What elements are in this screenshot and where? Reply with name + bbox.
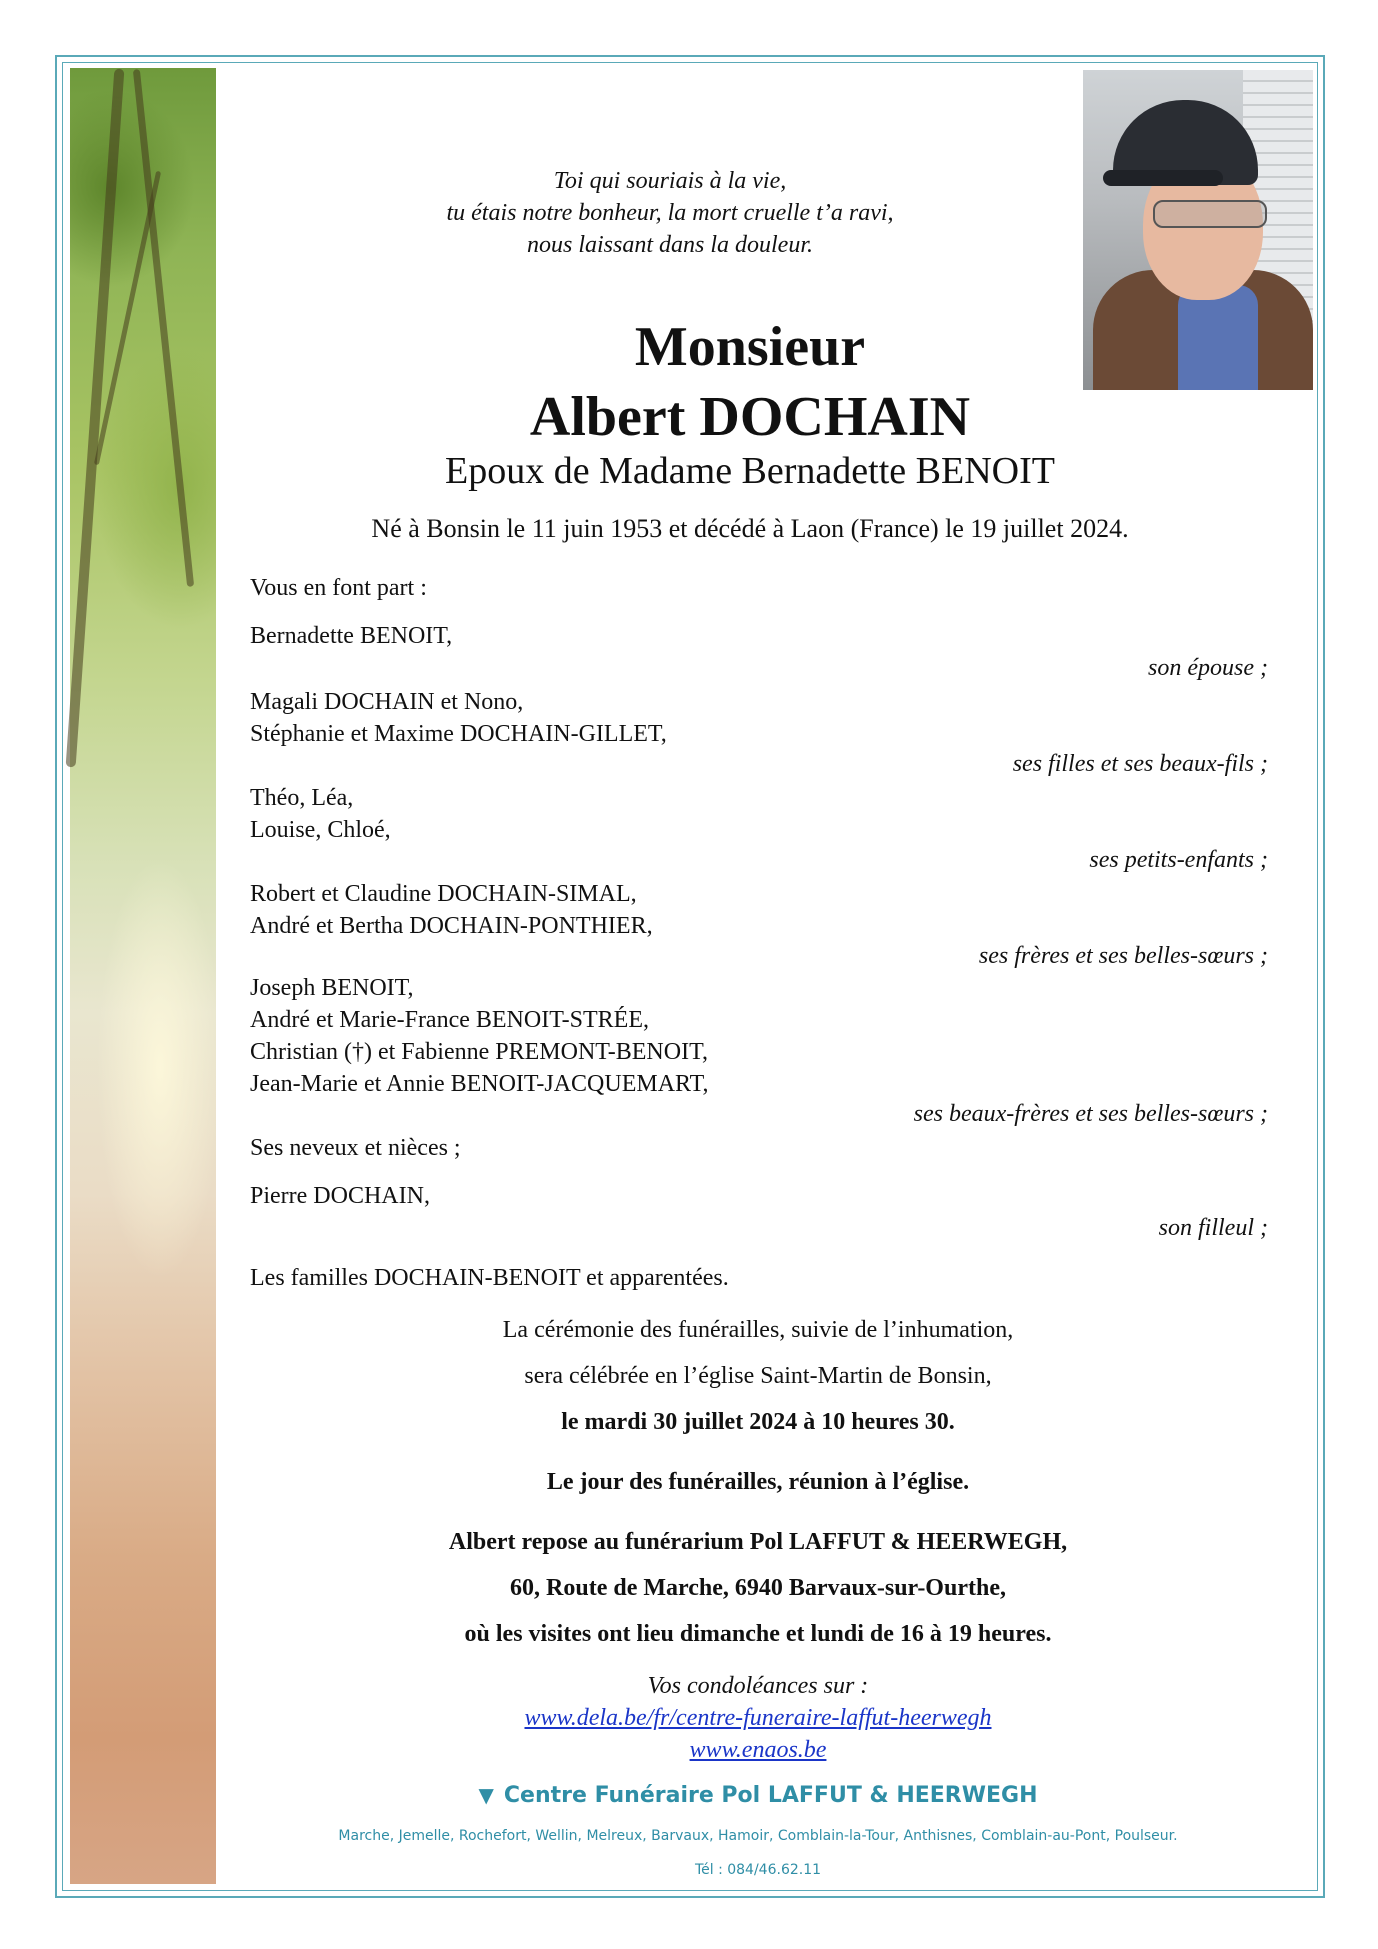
- family-member: Joseph BENOIT,: [250, 975, 414, 1001]
- poem-line: nous laissant dans la douleur.: [526, 232, 814, 258]
- family-names: [250, 1132, 461, 1164]
- family-member: Christian (†) et Fabienne PREMONT-BENOIT,: [250, 1039, 708, 1065]
- intro-text: Vous en font part :: [250, 575, 427, 601]
- footer-locations: Marche, Jemelle, Rochefort, Wellin, Melreux, Barvaux, Hamoir, Comblain-la-Tour, Anthisnes, Comblain-au-Pont, Poulseur.: [338, 1828, 1178, 1844]
- family-names: [250, 1262, 729, 1294]
- family-member: Jean-Marie et Annie BENOIT-JACQUEMART,: [250, 1071, 709, 1097]
- ceremony-line: sera célébrée en l’église Saint-Martin de Bonsin,: [524, 1363, 992, 1389]
- family-names: [250, 620, 452, 652]
- family-member: André et Bertha DOCHAIN-PONTHIER,: [250, 913, 653, 939]
- family-member: Louise, Chloé,: [250, 817, 391, 843]
- ceremony-date: le mardi 30 juillet 2024 à 10 heures 30.: [561, 1409, 955, 1435]
- family-names: [250, 1180, 430, 1212]
- poem-line: tu étais notre bonheur, la mort cruelle t’a ravi,: [446, 200, 894, 226]
- poem-line: Toi qui souriais à la vie,: [553, 168, 787, 194]
- family-member: Bernadette BENOIT,: [250, 623, 453, 649]
- funerarium-address: 60, Route de Marche, 6940 Barvaux-sur-Ourthe,: [510, 1575, 1006, 1601]
- triangle-down-icon: ▼: [478, 1783, 494, 1807]
- footer-company: [250, 1783, 1266, 1808]
- family-member: Robert et Claudine DOCHAIN-SIMAL,: [250, 881, 637, 907]
- footer-company-name: Centre Funéraire Pol LAFFUT & HEERWEGH: [503, 1783, 1038, 1808]
- family-names: [250, 878, 653, 942]
- relation-label: ses filles et ses beaux-fils ;: [1012, 751, 1268, 777]
- honorific: Monsieur: [634, 316, 866, 378]
- funerarium-line: Albert repose au funérarium Pol LAFFUT & HEERWEGH,: [448, 1529, 1068, 1555]
- relation-label: son épouse ;: [1148, 655, 1268, 681]
- relation-label: ses frères et ses belles-sœurs ;: [978, 943, 1268, 969]
- spouse-line: Epoux de Madame Bernadette BENOIT: [445, 450, 1055, 492]
- relation-label: ses petits-enfants ;: [1089, 847, 1268, 873]
- deceased-name: Albert DOCHAIN: [529, 386, 971, 448]
- birth-death-dates: Né à Bonsin le 11 juin 1953 et décédé à Laon (France) le 19 juillet 2024.: [371, 514, 1129, 543]
- family-member: André et Marie-France BENOIT-STRÉE,: [250, 1007, 649, 1033]
- family-names: [250, 782, 391, 846]
- forest-path-image: [70, 68, 216, 1884]
- relation-label: son filleul ;: [1158, 1215, 1268, 1241]
- condolences-label: Vos condoléances sur :: [647, 1673, 869, 1699]
- family-member: Stéphanie et Maxime DOCHAIN-GILLET,: [250, 721, 667, 747]
- meeting-note: Le jour des funérailles, réunion à l’église.: [546, 1469, 970, 1495]
- condolences-link-dela[interactable]: www.dela.be/fr/centre-funeraire-laffut-heerwegh: [524, 1705, 992, 1731]
- family-member: Théo, Léa,: [250, 785, 354, 811]
- relation-label: ses beaux-frères et ses belles-sœurs ;: [913, 1101, 1268, 1127]
- footer-phone: Tél : 084/46.62.11: [694, 1862, 822, 1878]
- family-member: Ses neveux et nièces ;: [250, 1135, 461, 1161]
- condolences-link-enaos[interactable]: www.enaos.be: [689, 1737, 827, 1763]
- visiting-hours: où les visites ont lieu dimanche et lundi de 16 à 19 heures.: [464, 1621, 1052, 1647]
- family-names: [250, 686, 667, 750]
- family-member: Magali DOCHAIN et Nono,: [250, 689, 524, 715]
- family-names: [250, 972, 708, 1100]
- poem: [380, 165, 960, 261]
- family-member: Pierre DOCHAIN,: [250, 1183, 430, 1209]
- ceremony-line: La cérémonie des funérailles, suivie de l’inhumation,: [502, 1317, 1014, 1343]
- family-member: Les familles DOCHAIN-BENOIT et apparentées.: [250, 1265, 729, 1291]
